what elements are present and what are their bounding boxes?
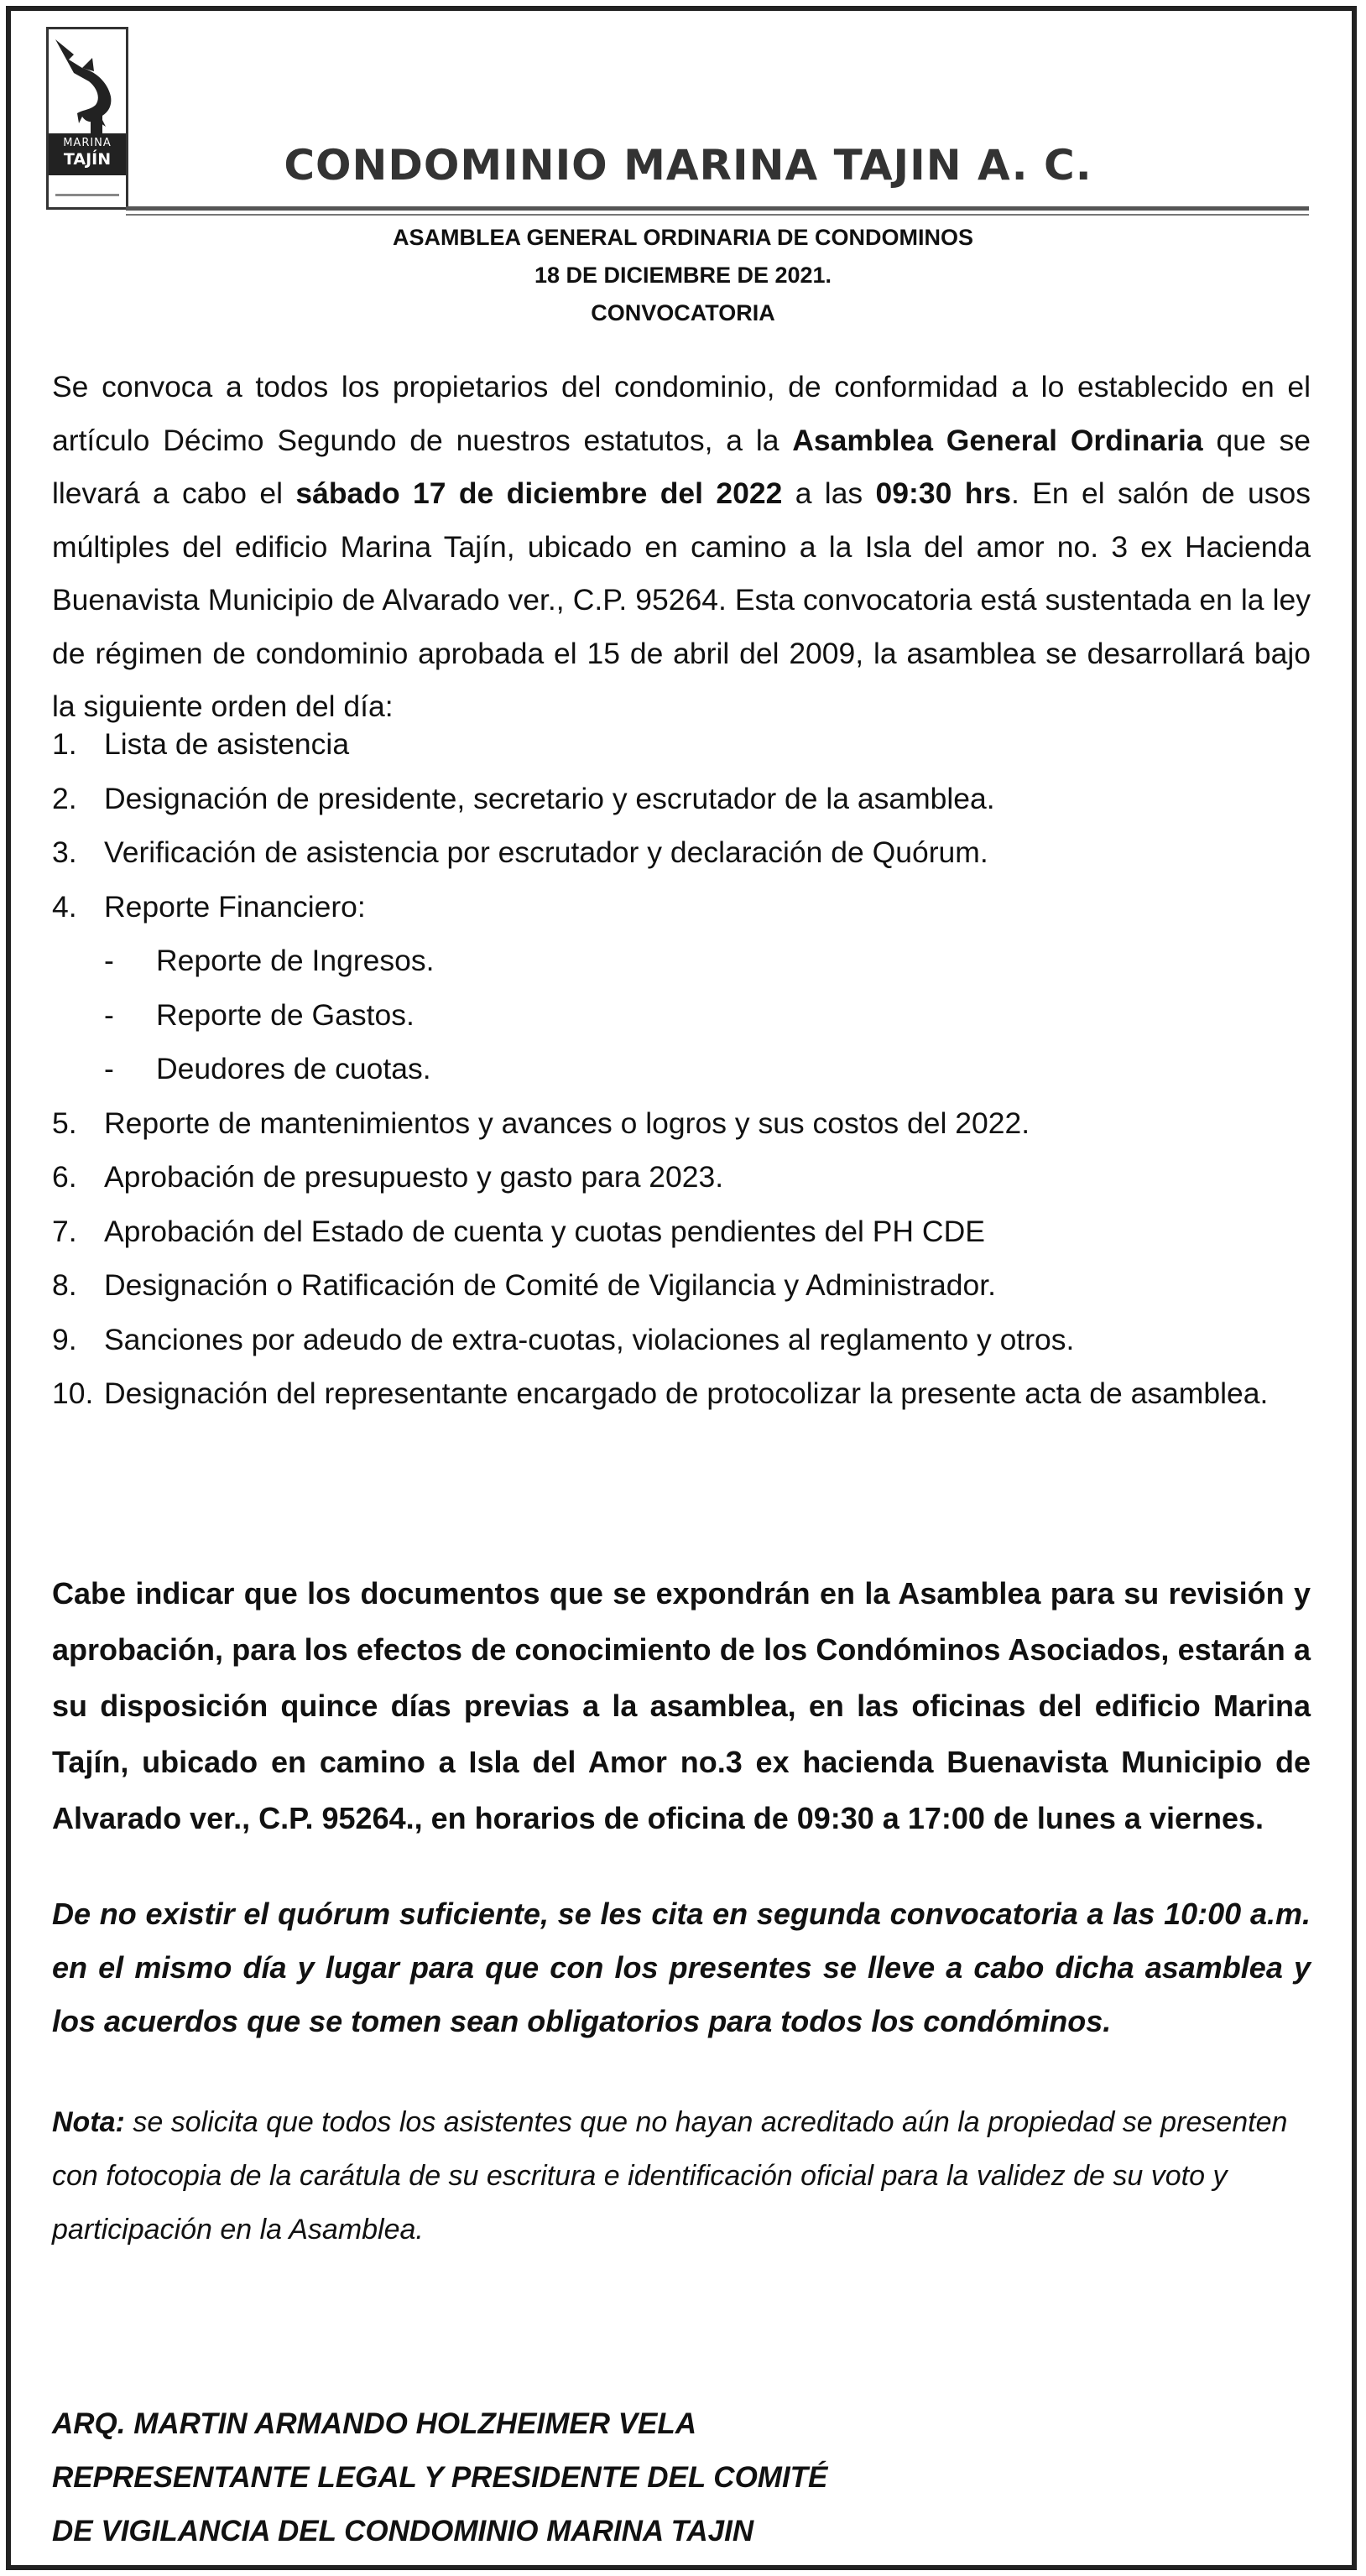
second-call-paragraph: De no existir el quórum suficiente, se les cita en segunda convocatoria a las 10:00 a.m. en el mismo día y lugar para que con los presentes se lleve a cabo dicha asamblea y los acuerdos que se tomen sean obligatorios para todos los condóminos.	[52, 1897, 1311, 2038]
list-item-number: 4.	[52, 889, 77, 924]
list-item	[52, 772, 1311, 826]
list-item-number: 9.	[52, 1322, 77, 1356]
list-subitem-dash: -	[104, 944, 114, 977]
documents-paragraph: Cabe indicar que los documentos que se expondrán en la Asamblea para su revisión y aprobación, para los efectos de conocimiento de los Condóminos Asociados, estarán a su disposición quince días previas a la asamblea, en las oficinas del edificio Marina Tajín, ubicado en camino a Isla del Amor no.3 ex hacienda Buenavista Municipio de Alvarado ver., C.P. 95264., en horarios de oficina de 09:30 a 17:00 de lunes a viernes.	[52, 1576, 1311, 1835]
list-item-label: Designación del representante encargado de protocolizar la presente acta de asamblea.	[104, 1376, 1269, 1410]
header-rule-thin	[126, 214, 1309, 216]
list-subitem-label: Reporte de Ingresos.	[156, 944, 435, 977]
list-subitem	[52, 934, 1311, 988]
agenda-list	[52, 717, 1311, 1421]
list-item-label: Sanciones por adeudo de extra-cuotas, violaciones al reglamento y otros.	[104, 1322, 1075, 1356]
signature-block	[52, 2397, 1311, 2558]
list-item-label: Designación de presidente, secretario y escrutador de la asamblea.	[104, 781, 995, 815]
list-subitem-label: Reporte de Gastos.	[156, 997, 414, 1032]
list-item	[52, 880, 1311, 934]
list-item-label: Lista de asistencia	[104, 727, 350, 761]
list-item-label: Aprobación del Estado de cuenta y cuotas pendientes del PH CDE	[104, 1214, 985, 1248]
list-item	[52, 1205, 1311, 1259]
list-subitem-dash: -	[104, 997, 114, 1032]
subtitle-assembly: ASAMBLEA GENERAL ORDINARIA DE CONDOMINOS	[392, 225, 974, 250]
list-item	[52, 1096, 1311, 1151]
list-subitem-label: Deudores de cuotas.	[156, 1052, 431, 1085]
list-item	[52, 1366, 1311, 1421]
list-item-number: 5.	[52, 1106, 77, 1140]
list-subitem	[52, 1042, 1311, 1096]
list-item-number: 8.	[52, 1268, 77, 1302]
intro-text-1: Se convoca a todos los propietarios del condominio, de conformidad a lo establecido en el artículo Décimo Segundo de nuestros estatutos, a la	[52, 370, 1311, 457]
logo-underline	[55, 194, 119, 196]
signature-role: REPRESENTANTE LEGAL Y PRESIDENTE DEL COMITÉ	[52, 2461, 828, 2494]
header-rule-thick	[126, 206, 1309, 211]
intro-text-2: que se llevará a cabo el	[52, 423, 1311, 510]
note-label: Nota:	[52, 2106, 125, 2138]
list-item	[52, 1258, 1311, 1313]
list-item-number: 1.	[52, 727, 77, 761]
list-item-label: Reporte de mantenimientos y avances o logros y sus costos del 2022.	[104, 1106, 1030, 1140]
list-item-number: 7.	[52, 1214, 77, 1248]
intro-bold-time: 09:30 hrs	[875, 476, 1011, 510]
subtitle-date: 18 DE DICIEMBRE DE 2021.	[534, 263, 832, 288]
intro-text-4: . En el salón de usos múltiples del edificio Marina Tajín, ubicado en camino a la Isla del amor no. 3 ex Hacienda Buenavista Municipio de Alvarado ver., C.P. 95264. Esta convocatoria está sustentada en la ley de régimen de condominio aprobada el 15 de abril del 2009, la asamblea se desarrollará bajo la siguiente orden del día:	[52, 476, 1311, 723]
subtitle-convocatoria: CONVOCATORIA	[591, 300, 775, 325]
note-text: se solicita que todos los asistentes que no hayan acreditado aún la propiedad se presenten con fotocopia de la carátula de su escritura e identificación oficial para la validez de su voto y participación en la Asamblea.	[52, 2106, 1288, 2246]
marlin-fish-logo-icon	[46, 27, 128, 210]
list-item-label: Aprobación de presupuesto y gasto para 2023.	[104, 1160, 724, 1194]
list-item	[52, 1313, 1311, 1367]
list-item-label: Designación o Ratificación de Comité de Vigilancia y Administrador.	[104, 1268, 996, 1302]
list-item-number: 6.	[52, 1160, 77, 1194]
list-item-number: 3.	[52, 835, 77, 869]
page-title: CONDOMINIO MARINA TAJIN A. C.	[284, 141, 1092, 190]
intro-bold-date: sábado 17 de diciembre del 2022	[295, 476, 783, 510]
intro-bold-assembly: Asamblea General Ordinaria	[792, 423, 1203, 457]
list-subitem	[52, 988, 1311, 1043]
intro-text-3: a las	[782, 476, 876, 510]
list-item-number: 2.	[52, 781, 77, 815]
signature-name: ARQ. MARTIN ARMANDO HOLZHEIMER VELA	[52, 2407, 697, 2440]
list-item	[52, 1150, 1311, 1205]
list-item-label: Verificación de asistencia por escrutador y declaración de Quórum.	[104, 835, 988, 869]
list-subitem-dash: -	[104, 1052, 114, 1085]
signature-committee: DE VIGILANCIA DEL CONDOMINIO MARINA TAJIN	[52, 2515, 754, 2547]
note-paragraph	[52, 2095, 1311, 2256]
logo-text-tajin: TAJÍN	[63, 150, 112, 169]
list-item	[52, 825, 1311, 880]
logo-text-marina: MARINA	[63, 137, 112, 149]
intro-paragraph	[52, 361, 1311, 734]
list-item	[52, 717, 1311, 772]
list-item-number: 10.	[52, 1376, 94, 1410]
list-item-label: Reporte Financiero:	[104, 889, 366, 924]
